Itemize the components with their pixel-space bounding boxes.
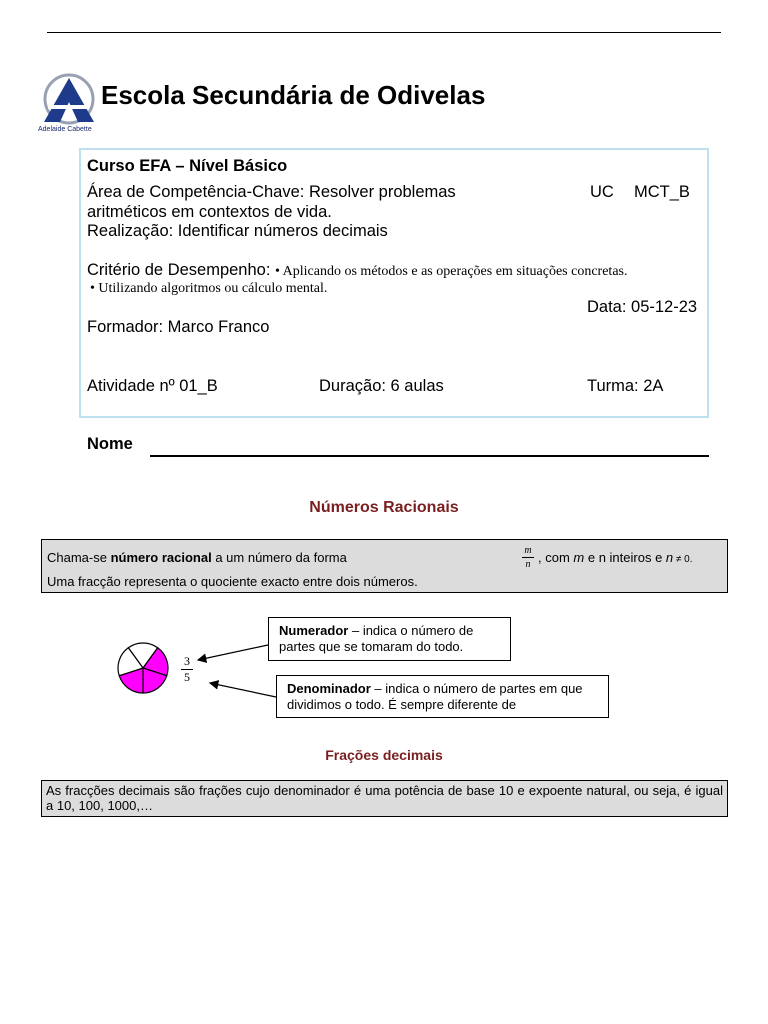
- school-title: Escola Secundária de Odivelas: [101, 80, 486, 110]
- formador: Formador: Marco Franco: [87, 318, 270, 336]
- turma: Turma: 2A: [587, 377, 664, 395]
- term-numero-racional: número racional: [110, 550, 212, 565]
- criterio-label: Critério de Desempenho:: [87, 261, 271, 279]
- definition-text: Chama-se número racional a um número da forma: [47, 550, 347, 565]
- school-logo: [38, 72, 100, 134]
- arrow-numerador-icon: [198, 645, 268, 660]
- fraction-m-over-n: m n: [522, 545, 534, 570]
- top-rule: [47, 32, 721, 33]
- area-line-1: Área de Competência-Chave: Resolver problemas: [87, 183, 456, 201]
- decimal-fractions-box: [41, 780, 728, 817]
- arrow-denominador-icon: [210, 683, 276, 697]
- callout-denominador-text: – indica o número de partes em que dividimos o todo. É sempre diferente de: [287, 681, 583, 712]
- callout-numerador-title: Numerador: [279, 623, 349, 638]
- nome-label: Nome: [87, 435, 133, 453]
- definition-condition: , com m e n inteiros e n ≠ 0.: [538, 550, 693, 565]
- criterio-item-1: • Aplicando os métodos e as operações em situações concretas.: [275, 264, 628, 279]
- atividade: Atividade nº 01_B: [87, 377, 218, 395]
- section-title-racionais: Números Racionais: [309, 499, 459, 516]
- definition-line-2: Uma fracção representa o quociente exacto entre dois números.: [47, 574, 418, 589]
- callout-denominador-title: Denominador: [287, 681, 371, 696]
- date: Data: 05-12-23: [587, 298, 698, 316]
- logo-caption: Adelaide Cabette: [38, 126, 92, 133]
- realizacao: Realização: Identificar números decimais: [87, 222, 388, 240]
- nome-field[interactable]: [150, 455, 709, 457]
- callout-numerador: [268, 617, 511, 661]
- area-line-2: aritméticos em contextos de vida.: [87, 203, 332, 221]
- callout-numerador-text: – indica o número de partes que se tomaram do todo.: [279, 623, 474, 654]
- uc-value: MCT_B: [634, 183, 690, 201]
- duracao: Duração: 6 aulas: [319, 377, 444, 395]
- callout-denominador: [276, 675, 609, 718]
- criterio-line: [87, 261, 628, 280]
- course-title: Curso EFA – Nível Básico: [87, 157, 288, 175]
- uc-label: UC: [590, 183, 614, 201]
- pie-three-fifths-icon: [110, 636, 176, 700]
- section-title-decimais: Frações decimais: [325, 747, 443, 763]
- fraction-denominator: 5: [184, 670, 190, 684]
- definition-box: [41, 539, 728, 593]
- criterio-item-2: • Utilizando algoritmos ou cálculo mental.: [90, 281, 328, 296]
- decimal-fractions-text: As fracções decimais são frações cujo denominador é uma potência de base 10 e expoente natural, ou seja, é igual a 10, 100, 1000,…: [46, 783, 723, 813]
- fraction-numerator: 3: [184, 654, 190, 668]
- logo-emblem-icon: [38, 72, 100, 134]
